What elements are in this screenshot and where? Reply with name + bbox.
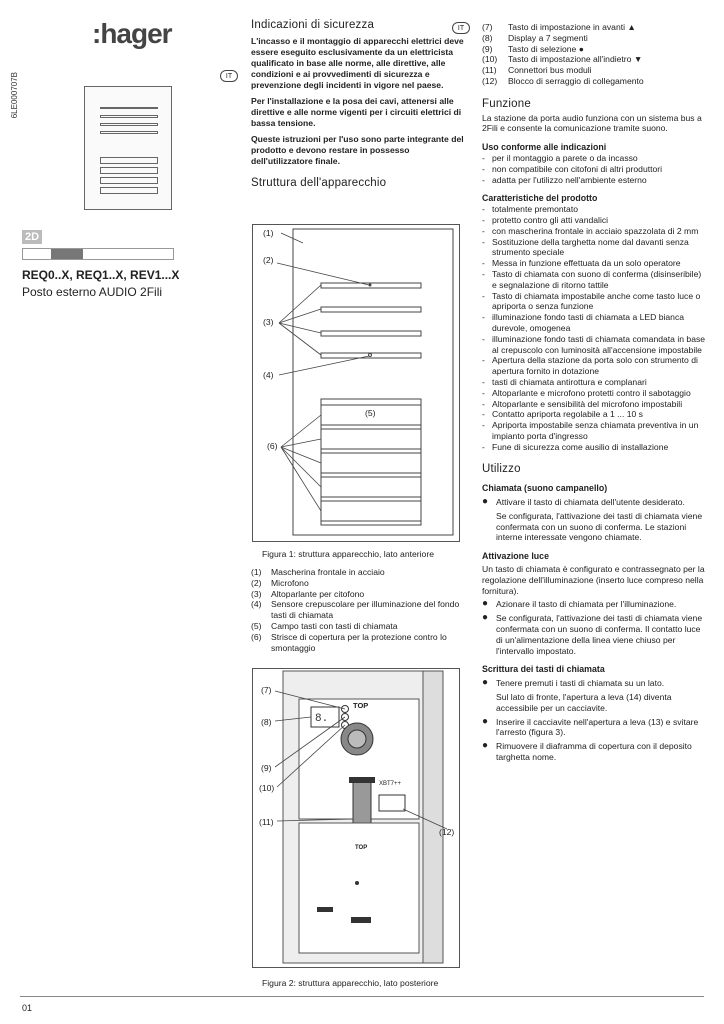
chiamata-note: Se configurata, l'attivazione dei tasti di chiamata viene confermata con un suono di conferma. Le stazioni interne interessate vengono chiamate. [496, 510, 703, 543]
figure-front-view [252, 224, 460, 542]
scrittura-steps [482, 678, 706, 689]
list-item: ● Se configurata, l'attivazione dei tasti di chiamata viene confermata con un suono di conferma. Il contatto luce di un'alimentazione della linea viene chiuso per l'intervallo impostato. [482, 612, 703, 656]
connector-marking: XBT7++ [379, 781, 402, 787]
list-item: - Tasto di chiamata impostabile anche come tasto luce o apriporta o senza funzione [482, 290, 701, 312]
bullet-icon: ● [482, 715, 489, 727]
figure-label: (2) [263, 255, 274, 265]
figure-label: (1) [263, 228, 274, 238]
legend-item: (4) Sensore crepuscolare per illuminazione del fondo tasti di chiamata [251, 599, 460, 621]
product-thumbnail [84, 86, 172, 210]
figure-caption: Figura 2: struttura apparecchio, lato posteriore [262, 978, 439, 988]
figure-caption: Figura 1: struttura apparecchio, lato anteriore [262, 549, 434, 559]
list-item: - illuminazione fondo tasti di chiamata a LED bianca durevole, omogenea [482, 312, 685, 333]
front-view-drawing [253, 225, 459, 541]
scrittura-note: Sul lato di fronte, l'apertura a leva (14) diventa accessibile per un cacciavite. [496, 692, 672, 713]
back-view-drawing [253, 669, 459, 967]
figure-label: (4) [263, 370, 274, 380]
legend-item: (1) Mascherina frontale in acciaio [251, 567, 385, 577]
figure-label: (3) [263, 317, 274, 327]
brand-logo: :hager [92, 18, 172, 49]
figure-label: (7) [261, 685, 272, 695]
triangle-down-icon: ▼ [631, 54, 643, 65]
uso-title: Uso conforme alle indicazioni [482, 142, 607, 153]
list-item: ● Rimuovere il diaframma di copertura con il deposito targhetta nome. [482, 740, 692, 763]
list-item: - non compatibile con citofoni di altri produttori [482, 163, 663, 174]
structure-legend [251, 567, 473, 653]
legend-item: (6) Strisce di copertura per la protezione contro lo smontaggio [251, 631, 447, 653]
structure-title: Struttura dell'apparecchio [251, 177, 387, 189]
language-badge: IT [220, 70, 238, 82]
list-item: - tasti di chiamata antirottura e complanari [482, 376, 647, 387]
list-item: - Altoparlante e sensibilità del microfono impostabili [482, 398, 683, 409]
uso-list [482, 153, 706, 185]
bullet-icon: ● [482, 740, 489, 752]
figure-label: (11) [259, 817, 274, 827]
legend-item: (2) Microfono [251, 577, 309, 588]
bullet-icon: ● [482, 612, 489, 624]
structure-legend-continued: (7) Tasto di impostazione in avanti ▲ (8) Display a 7 segmenti (9) Tasto di selezione ● (10) Tasto di impostazione all'indietro ▼ (11) Connettori bus moduli (12) Blocco di serraggio di collegamento [482, 22, 644, 86]
list-item: ● Azionare il tasto di chiamata per l'illuminazione. [482, 598, 677, 610]
figure-label: (8) [261, 717, 272, 727]
list-item: ● Attivare il tasto di chiamata dell'utente desiderato. [482, 496, 685, 508]
list-item: - per il montaggio a parete o da incasso [482, 152, 638, 163]
caratteristiche-list [482, 204, 706, 452]
caratteristiche-title: Caratteristiche del prodotto [482, 193, 598, 204]
funzione-text: La stazione da porta audio funziona con un sistema bus a 2Fili e consente la comunicazione tramite suono. [482, 112, 702, 134]
list-item: ● Tenere premuti i tasti di chiamata su un lato. [482, 677, 665, 689]
safety-paragraph: Queste istruzioni per l'uso sono parte integrante del prodotto e devono restare in possesso dell'utilizzatore finale. [251, 134, 464, 166]
right-column [482, 22, 706, 763]
language-badge: IT [452, 22, 470, 34]
bullet-icon: ● [482, 496, 489, 508]
list-item: - Contatto apriporta regolabile a 1 ... 10 s [482, 409, 643, 420]
luce-text: Un tasto di chiamata è configurato e contrassegnato per la regolazione dell'illuminazione (inserto luce compreso nella fornitura). [482, 564, 705, 596]
utilizzo-title: Utilizzo [482, 463, 521, 476]
list-item: - con mascherina frontale in acciaio spazzolata di 2 mm [482, 225, 699, 236]
figure-back-view [252, 668, 460, 968]
footer-divider [20, 996, 704, 997]
list-item: - protetto contro gli atti vandalici [482, 214, 609, 225]
list-item: - Sostituzione della targhetta nome dal davanti senza strumento speciale [482, 236, 689, 258]
safety-title: Indicazioni di sicurezza [251, 19, 375, 31]
svg-text:8.: 8. [315, 713, 329, 725]
funzione-title: Funzione [482, 97, 531, 110]
page-number: 01 [22, 1003, 33, 1013]
2d-badge: 2D [22, 230, 42, 244]
legend-item: (5) Campo tasti con tasti di chiamata [251, 620, 398, 631]
document-id: 6LE000707B [10, 72, 19, 119]
triangle-up-icon: ▲ [625, 22, 636, 32]
figure-label: (9) [261, 763, 272, 773]
legend-item: (3) Altoparlante per citofono [251, 588, 365, 599]
color-bar [22, 248, 174, 260]
luce-steps [482, 599, 706, 656]
luce-title: Attivazione luce [482, 551, 549, 562]
chiamata-title: Chiamata (suono campanello) [482, 483, 608, 494]
list-item: - Messa in funzione effettuata da un solo operatore [482, 258, 681, 269]
list-item: - totalmente premontato [482, 204, 578, 215]
list-item: - Altoparlante e microfono protetti contro il sabotaggio [482, 387, 691, 398]
top-marking: TOP [355, 845, 368, 851]
bullet-icon: ● [482, 598, 489, 610]
safety-paragraph: Per l'installazione e la posa dei cavi, attenersi alle direttive e alle norme vigenti per i circuiti elettrici di bassa tensione. [251, 96, 462, 128]
bullet-icon: ● [482, 677, 489, 689]
safety-section [251, 20, 473, 189]
list-item: - Apriporta impostabile senza chiamata preventiva in un impianto porta d'ingresso [482, 420, 699, 441]
list-item: - illuminazione fondo tasti di chiamata comandata in base al crepuscolo con luminosità all'accensione impostabile [482, 333, 706, 355]
list-item: - Tasto di chiamata con suono di conferma (disinseribile) e segnalazione di ritorno tattile [482, 268, 702, 290]
safety-paragraph: L'incasso e il montaggio di apparecchi elettrici deve essere eseguito esclusivamente da un elettricista qualificato in base alle norme, alle direttive, alle condizioni e ai provvedimenti di sicurezza e prevenzione degli incidenti in vigore nel paese. [251, 36, 464, 90]
list-item: - Apertura della stazione da porta solo con strumento di apertura fornito in dotazione [482, 355, 698, 377]
list-item: ● Inserire il cacciavite nell'apertura a leva (13) e svitare l'arresto (figura 3). [482, 715, 699, 738]
list-item: - adatta per l'utilizzo nell'ambiente esterno [482, 174, 647, 185]
top-marking: TOP [353, 701, 369, 710]
product-subtitle: Posto esterno AUDIO 2Fili [22, 285, 163, 299]
figure-label: (6) [267, 441, 278, 451]
product-title: REQ0..X, REQ1..X, REV1...X [22, 268, 180, 282]
chiamata-steps [482, 497, 706, 508]
figure-label: (12) [439, 827, 455, 837]
scrittura-title: Scrittura dei tasti di chiamata [482, 664, 605, 675]
circle-icon: ● [576, 43, 584, 54]
figure-label: (10) [259, 783, 275, 793]
list-item: - Fune di sicurezza come ausilio di installazione [482, 441, 669, 452]
figure-label: (5) [365, 408, 376, 418]
